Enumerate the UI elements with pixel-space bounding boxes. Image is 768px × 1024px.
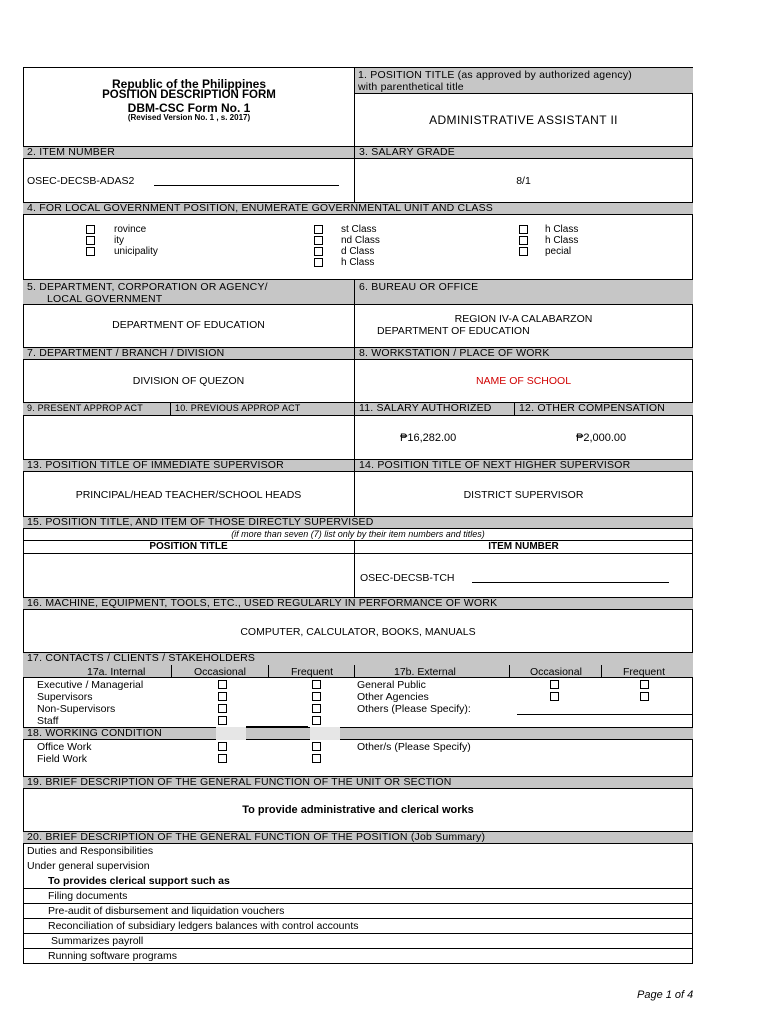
external-occasional-checkbox[interactable] [550, 680, 559, 689]
section-14-label: 14. POSITION TITLE OF NEXT HIGHER SUPERVISOR [354, 459, 693, 472]
internal-frequent-checkbox[interactable] [312, 692, 321, 701]
salary-grade-value: 8/1 [516, 175, 531, 187]
col-item-number: ITEM NUMBER [488, 541, 559, 552]
divider [354, 159, 355, 202]
duties-line: Duties and Responsibilities [27, 845, 154, 857]
class-label: d Class [341, 246, 375, 257]
internal-occasional-checkbox[interactable] [218, 716, 227, 725]
section-5-label: 5. DEPARTMENT, CORPORATION OR AGENCY/ LOCAL GOVERNMENT [23, 279, 354, 305]
task-item: Summarizes payroll [51, 935, 144, 947]
division-value: DIVISION OF QUEZON [132, 375, 245, 387]
class-label: pecial [545, 246, 572, 257]
section-19-label: 19. BRIEF DESCRIPTION OF THE GENERAL FUNCTION OF THE UNIT OR SECTION [23, 776, 693, 789]
equipment-value: COMPUTER, CALCULATOR, BOOKS, MANUALS [240, 626, 476, 638]
divider [23, 553, 693, 554]
section-9-label: 9. PRESENT APPROP ACT [23, 402, 170, 416]
working-condition-other: Other/s (Please Specify) [357, 741, 471, 753]
divider [23, 948, 693, 949]
section-15-label: 15. POSITION TITLE, AND ITEM OF THOSE DIRECTLY SUPERVISED [23, 516, 693, 529]
class-label: st Class [341, 224, 377, 235]
next-supervisor-value: DISTRICT SUPERVISOR [463, 489, 584, 501]
class-checkbox[interactable] [314, 225, 323, 234]
supervision-line: Under general supervision [27, 860, 150, 872]
divider [354, 416, 355, 459]
internal-occasional-checkbox[interactable] [218, 692, 227, 701]
department-value: DEPARTMENT OF EDUCATION [112, 319, 265, 331]
working-condition-checkbox[interactable] [218, 742, 227, 751]
class-checkbox[interactable] [519, 225, 528, 234]
section-13-label: 13. POSITION TITLE OF IMMEDIATE SUPERVISOR [23, 459, 354, 472]
section-17-label: 17. CONTACTS / CLIENTS / STAKEHOLDERS [23, 652, 693, 665]
divider [601, 665, 602, 678]
divider [354, 472, 355, 516]
divider [509, 665, 510, 678]
internal-occasional-checkbox[interactable] [218, 704, 227, 713]
salary-authorized-value: ₱16,282.00 [400, 432, 457, 444]
section-7-label: 7. DEPARTMENT / BRANCH / DIVISION [23, 347, 354, 360]
col-position-title: POSITION TITLE [149, 541, 228, 552]
external-frequent-checkbox[interactable] [640, 680, 649, 689]
immediate-supervisor-value: PRINCIPAL/HEAD TEACHER/SCHOOL HEADS [75, 489, 302, 501]
working-condition-label: Field Work [37, 753, 87, 765]
lgu-checkbox[interactable] [86, 236, 95, 245]
external-frequent-checkbox[interactable] [640, 692, 649, 701]
internal-frequent-checkbox[interactable] [312, 716, 321, 725]
class-checkbox[interactable] [314, 247, 323, 256]
item-number-value: OSEC-DECSB-ADAS2 [27, 175, 135, 187]
lgu-checkbox[interactable] [86, 225, 95, 234]
section-6-label: 6. BUREAU OR OFFICE [354, 279, 693, 305]
highlight-mark [216, 727, 246, 740]
divider [23, 903, 693, 904]
bureau-value-2: DEPARTMENT OF EDUCATION [377, 325, 530, 337]
divider [268, 665, 269, 678]
section-1-label: 1. POSITION TITLE (as approved by authorized agency) with parenthetical title [354, 67, 693, 94]
external-contact-label: Others (Please Specify): [357, 703, 471, 715]
divider [354, 665, 355, 678]
other-compensation-value: ₱2,000.00 [576, 432, 627, 444]
class-checkbox[interactable] [519, 236, 528, 245]
lgu-label: unicipality [114, 246, 158, 257]
working-condition-checkbox[interactable] [218, 754, 227, 763]
external-occasional-header: Occasional [530, 666, 582, 678]
working-condition-checkbox[interactable] [312, 754, 321, 763]
divider [23, 933, 693, 934]
section-16-label: 16. MACHINE, EQUIPMENT, TOOLS, ETC., USED REGULARLY IN PERFORMANCE OF WORK [23, 597, 693, 610]
page-number: Page 1 of 4 [637, 989, 694, 1001]
class-label: h Class [545, 224, 579, 235]
section-18-label: 18. WORKING CONDITION [23, 727, 693, 740]
lgu-checkbox[interactable] [86, 247, 95, 256]
external-contact-label: Other Agencies [357, 691, 429, 703]
divider [23, 888, 693, 889]
section-2-label: 2. ITEM NUMBER [23, 146, 354, 159]
section-4-label: 4. FOR LOCAL GOVERNMENT POSITION, ENUMERATE GOVERNMENTAL UNIT AND CLASS [23, 202, 693, 215]
duties-heading: To provides clerical support such as [48, 875, 230, 887]
section-15-note: (if more than seven (7) list only by their item numbers and titles) [231, 529, 485, 539]
divider [354, 540, 355, 597]
class-label: nd Class [341, 235, 380, 246]
section-12-label: 12. OTHER COMPENSATION [514, 402, 693, 416]
highlight-mark [310, 727, 340, 740]
task-item: Running software programs [48, 950, 177, 962]
internal-frequent-header: Frequent [291, 666, 334, 678]
external-contact-label: General Public [357, 679, 426, 691]
header-form-number: DBM-CSC Form No. 1 [127, 101, 251, 115]
internal-occasional-checkbox[interactable] [218, 680, 227, 689]
position-title-value: ADMINISTRATIVE ASSISTANT II [429, 113, 618, 127]
divider [354, 305, 355, 347]
divider [171, 665, 172, 678]
header-republic: Republic of the Philippines [111, 77, 266, 91]
header-form-title: POSITION DESCRIPTION FORM [102, 89, 276, 101]
lgu-label: rovince [114, 224, 147, 235]
working-condition-label: Office Work [37, 741, 92, 753]
external-specify-underline [517, 714, 693, 715]
workstation-value: NAME OF SCHOOL [475, 375, 572, 387]
item-number-underline [154, 185, 339, 186]
internal-contact-label: Staff [37, 715, 59, 727]
internal-occasional-header: Occasional [194, 666, 246, 678]
bureau-value-1: REGION IV-A CALABARZON [454, 313, 593, 325]
section-3-label: 3. SALARY GRADE [354, 146, 693, 159]
internal-contact-label: Non-Supervisors [37, 703, 116, 715]
section-11-label: 11. SALARY AUTHORIZED [354, 402, 514, 416]
section-20-label: 20. BRIEF DESCRIPTION OF THE GENERAL FUNCTION OF THE POSITION (Job Summary) [23, 831, 693, 844]
class-checkbox[interactable] [314, 258, 323, 267]
divider [23, 918, 693, 919]
header-revision: (Revised Version No. 1 , s. 2017) [127, 113, 251, 122]
internal-frequent-checkbox[interactable] [312, 704, 321, 713]
class-label: h Class [545, 235, 579, 246]
internal-label: 17a. Internal [87, 666, 146, 678]
unit-function-value: To provide administrative and clerical works [242, 804, 474, 816]
section-8-label: 8. WORKSTATION / PLACE OF WORK [354, 347, 693, 360]
task-item: Filing documents [48, 890, 128, 902]
internal-contact-label: Executive / Managerial [37, 679, 144, 691]
task-item: Reconciliation of subsidiary ledgers balances with control accounts [48, 920, 359, 932]
divider [354, 360, 355, 402]
working-condition-checkbox[interactable] [312, 742, 321, 751]
class-label: h Class [341, 257, 375, 268]
supervised-item-underline [472, 582, 669, 583]
class-checkbox[interactable] [314, 236, 323, 245]
lgu-label: ity [114, 235, 124, 246]
class-checkbox[interactable] [519, 247, 528, 256]
external-frequent-header: Frequent [623, 666, 666, 678]
internal-contact-label: Supervisors [37, 691, 93, 703]
supervised-item-value: OSEC-DECSB-TCH [360, 572, 455, 584]
task-item: Pre-audit of disbursement and liquidation vouchers [48, 905, 285, 917]
section-10-label: 10. PREVIOUS APPROP ACT [170, 402, 354, 416]
divider [354, 67, 355, 146]
internal-frequent-checkbox[interactable] [312, 680, 321, 689]
external-label: 17b. External [394, 666, 456, 678]
external-occasional-checkbox[interactable] [550, 692, 559, 701]
